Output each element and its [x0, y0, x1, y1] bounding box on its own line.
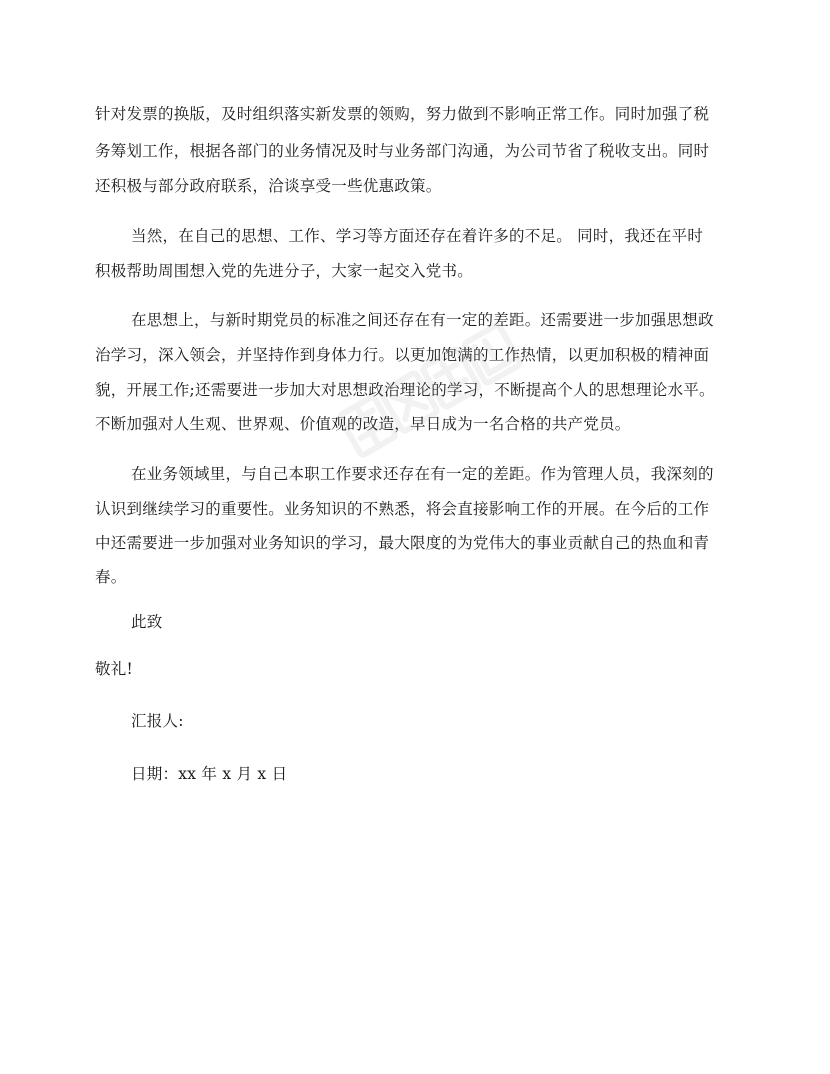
- paragraph-3-line-1: 在思想上，与新时期党员的标准之间还存在有一定的差距。还需要进一步加强思想政: [131, 311, 714, 329]
- paragraph-2-line-1: 当然，在自己的思想、工作、学习等方面还存在着许多的不足。 同时，我还在平时: [131, 227, 704, 245]
- paragraph-3-line-3: 貌，开展工作;还需要进一步加大对思想政治理论的学习，不断提高个人的思想理论水平。: [95, 381, 715, 399]
- paragraph-4-line-2: 认识到继续学习的重要性。业务知识的不熟悉，将会直接影响工作的开展。在今后的工作: [95, 500, 710, 518]
- paragraph-1-line-2: 务筹划工作，根据各部门的业务情况及时与业务部门沟通，为公司节省了税收支出。同时: [95, 142, 710, 160]
- paragraph-3-line-2: 治学习，深入领会，并坚持作到身体力行。以更加饱满的工作热情，以更加积极的精神面: [95, 346, 710, 364]
- respect-closing: 敬礼!: [95, 660, 133, 678]
- paragraph-4-line-3: 中还需要进一步加强对业务知识的学习，最大限度的为党伟大的事业贡献自己的热血和青: [95, 534, 710, 552]
- paragraph-2-line-2: 积极帮助周围想入党的先进分子，大家一起交入党书。: [95, 262, 474, 280]
- report-date: 日期：xx 年 x 月 x 日: [131, 765, 288, 783]
- paragraph-1-line-3: 还积极与部分政府联系，洽谈享受一些优惠政策。: [95, 177, 442, 195]
- salutation: 此致: [131, 613, 163, 631]
- paragraph-1-line-1: 针对发票的换版，及时组织落实新发票的领购，努力做到不影响正常工作。同时加强了税: [95, 105, 710, 123]
- paragraph-4-line-1: 在业务领域里，与自己本职工作要求还存在有一定的差距。作为管理人员，我深刻的: [131, 465, 714, 483]
- reporter-label: 汇报人:: [131, 712, 184, 730]
- paragraph-4-line-4: 春。: [95, 568, 127, 586]
- paragraph-3-line-4: 不断加强对人生观、世界观、价值观的改造，早日成为一名合格的共产党员。: [95, 415, 631, 433]
